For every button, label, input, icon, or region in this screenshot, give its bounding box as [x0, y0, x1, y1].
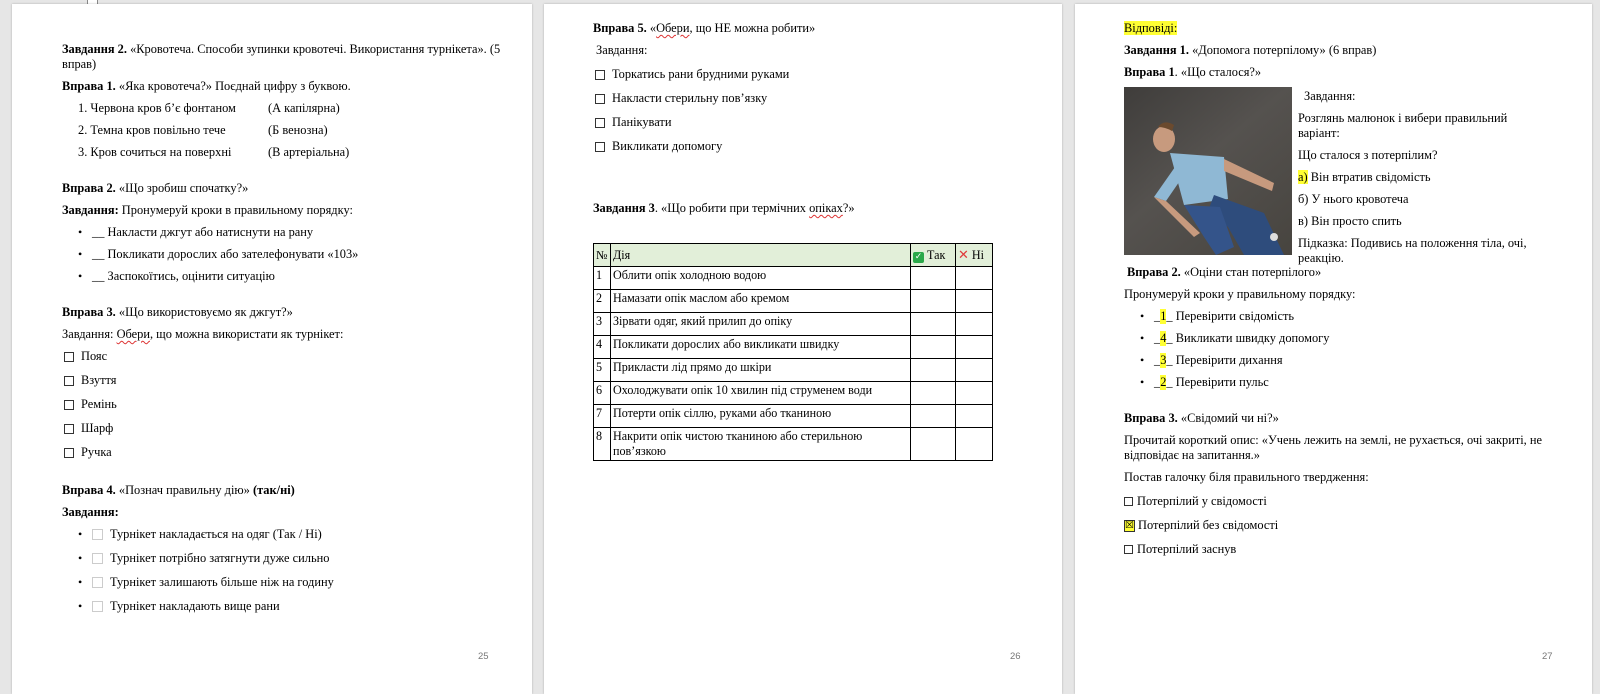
checkbox-item[interactable]: Ремінь — [64, 397, 502, 412]
ex3-heading: Вправа 3. «Свідомий чи ні?» — [1124, 411, 1279, 425]
list-item: • __ Заспокоїтись, оцінити ситуацію — [78, 269, 275, 283]
ex2-task: Завдання: Пронумеруй кроки в правильному порядку: — [62, 203, 353, 217]
checkbox-icon[interactable] — [92, 529, 103, 540]
checkbox-item[interactable]: Панікувати — [595, 115, 1023, 130]
checkbox-icon[interactable] — [64, 424, 74, 434]
ex1-heading: Вправа 1. «Що сталося?» — [1124, 65, 1262, 79]
checkbox-icon[interactable] — [64, 352, 74, 362]
checkbox-item[interactable]: Торкатись рани брудними руками — [595, 67, 1023, 82]
option-a: а) Він втратив свідомість — [1298, 170, 1431, 184]
checkbox-item[interactable]: Потерпілий заснув — [1124, 542, 1554, 557]
page-number: 27 — [1542, 651, 1553, 662]
hint-text: Підказка: Подивись на положення тіла, очі, реакцію. — [1298, 236, 1527, 265]
col-yes: ✓ Так — [911, 244, 956, 267]
list-item: • Турнікет накладають вище рани — [78, 599, 280, 613]
ex1-heading: Вправа 1. «Яка кровотеча?» Поєднай цифру з буквою. — [62, 79, 351, 93]
ex2-heading: Вправа 2. «Оціни стан потерпілого» — [1127, 265, 1322, 279]
table-row: 6 Охолоджувати опік 10 хвилин під струменем води — [594, 382, 993, 405]
table-header-row — [594, 244, 993, 267]
checkbox-icon[interactable] — [92, 577, 103, 588]
checkbox-icon[interactable] — [595, 94, 605, 104]
ex5-task: Завдання: — [596, 43, 648, 57]
col-num: № — [594, 244, 611, 267]
ex3-desc: Прочитай короткий опис: «Учень лежить на землі, не рухається, очі закриті, не відповідає на запитання.» — [1124, 433, 1543, 462]
checkbox-icon[interactable] — [92, 601, 103, 612]
table-row: 3 Зірвати одяг, який прилип до опіку — [594, 313, 993, 336]
checkbox-item[interactable]: Потерпілий у свідомості — [1124, 494, 1554, 509]
table-row: 8 Накрити опік чистою тканиною або стерильною пов’язкою — [594, 428, 993, 461]
page-number: 26 — [1010, 651, 1021, 662]
task2-heading: Завдання 2. «Кровотеча. Способи зупинки кровотечі. Використання турнікета». (5 вправ) — [62, 42, 501, 71]
document-page-26 — [544, 4, 1062, 694]
task1-heading: Завдання 1. «Допомога потерпілому» (6 вправ) — [1124, 43, 1377, 57]
list-item: • _ 3 _ Перевірити дихання — [1140, 353, 1283, 367]
table-row: 5 Прикласти лід прямо до шкіри — [594, 359, 993, 382]
checkbox-icon[interactable] — [595, 70, 605, 80]
checkbox-item[interactable]: Взуття — [64, 373, 502, 388]
col-no: ✕ Ні — [956, 244, 993, 267]
checkbox-item[interactable]: ☒ Потерпілий без свідомості — [1125, 518, 1279, 532]
answers-label: Відповіді: — [1124, 21, 1178, 35]
checkbox-icon[interactable] — [92, 553, 103, 564]
ex4-task: Завдання: — [62, 505, 119, 519]
col-action: Дія — [611, 244, 911, 267]
list-item: • _ 4 _ Викликати швидку допомогу — [1140, 331, 1330, 345]
ex1-block — [1124, 87, 1554, 265]
checkbox-item[interactable]: Пояс — [64, 349, 502, 364]
checkbox-icon[interactable] — [595, 142, 605, 152]
checkbox-icon[interactable] — [1124, 545, 1133, 554]
ex3-task: Завдання: Обери, що можна використати як турнікет: — [62, 327, 344, 341]
match-item: 1. Червона кров б’є фонтаном (А капілярна) — [78, 101, 340, 115]
ex2-heading: Вправа 2. «Що зробиш спочатку?» — [62, 181, 249, 195]
list-item: • _ 1 _ Перевірити свідомість — [1140, 309, 1295, 323]
page-number: 25 — [478, 651, 489, 662]
ex5-heading: Вправа 5. «Обери, що НЕ можна робити» — [593, 21, 816, 35]
list-item: • __ Покликати дорослих або зателефонувати «103» — [78, 247, 359, 261]
checkbox-item[interactable]: Ручка — [64, 445, 502, 460]
list-item: • _ 2 _ Перевірити пульс — [1140, 375, 1269, 389]
list-item: • Турнікет накладається на одяг (Так / Ні) — [78, 527, 322, 541]
cross-icon: ✕ — [958, 247, 969, 263]
checkbox-icon[interactable] — [64, 448, 74, 458]
check-icon: ✓ — [914, 251, 923, 262]
checkbox-icon[interactable] — [595, 118, 605, 128]
burns-table — [593, 243, 993, 461]
table-row: 7 Потерти опік сіллю, руками або тканиною — [594, 405, 993, 428]
ex1-questions: Завдання: Розглянь малюнок і вибери правильний варіант: Що сталося з потерпілим? а) Він втратив свідомість б) У нього кровотеча в) Він просто спить Підказка: Подивись на положення тіла, очі, реакцію. — [1298, 89, 1546, 273]
checked-box-icon[interactable]: ☒ — [1125, 519, 1134, 531]
match-item: 2. Темна кров повільно тече (Б венозна) — [78, 123, 328, 137]
checkbox-icon[interactable] — [1124, 497, 1133, 506]
table-row: 2 Намазати опік маслом або кремом — [594, 290, 993, 313]
table-row: 1 Облити опік холодною водою — [594, 267, 993, 290]
victim-photo — [1124, 87, 1292, 255]
option-c: в) Він просто спить — [1298, 214, 1402, 228]
checkbox-item[interactable]: Накласти стерильну пов’язку — [595, 91, 1023, 106]
page-content — [62, 42, 502, 623]
checkbox-item[interactable]: Шарф — [64, 421, 502, 436]
checkbox-icon[interactable] — [64, 376, 74, 386]
ex4-heading: Вправа 4. «Познач правильну дію» (так/ні) — [62, 483, 295, 497]
page-content — [593, 21, 1023, 461]
list-item: • __ Накласти джгут або натиснути на рану — [78, 225, 314, 239]
checkbox-icon[interactable] — [64, 400, 74, 410]
document-page-27 — [1075, 4, 1592, 694]
checkbox-item[interactable]: Викликати допомогу — [595, 139, 1023, 154]
list-item: • Турнікет залишають більше ніж на годину — [78, 575, 334, 589]
match-item: 3. Кров сочиться на поверхні (В артеріальна) — [78, 145, 350, 159]
page-content — [1124, 21, 1554, 566]
ex2-task: Пронумеруй кроки у правильному порядку: — [1124, 287, 1356, 301]
table-row: 4 Покликати дорослих або викликати швидку — [594, 336, 993, 359]
ex3-task: Постав галочку біля правильного твердження: — [1124, 470, 1369, 484]
task3-heading: Завдання 3. «Що робити при термічних опіках?» — [593, 201, 855, 215]
document-page-25 — [12, 4, 532, 694]
list-item: • Турнікет потрібно затягнути дуже сильно — [78, 551, 330, 565]
option-b: б) У нього кровотеча — [1298, 192, 1409, 206]
ex3-heading: Вправа 3. «Що використовуємо як джгут?» — [62, 305, 293, 319]
